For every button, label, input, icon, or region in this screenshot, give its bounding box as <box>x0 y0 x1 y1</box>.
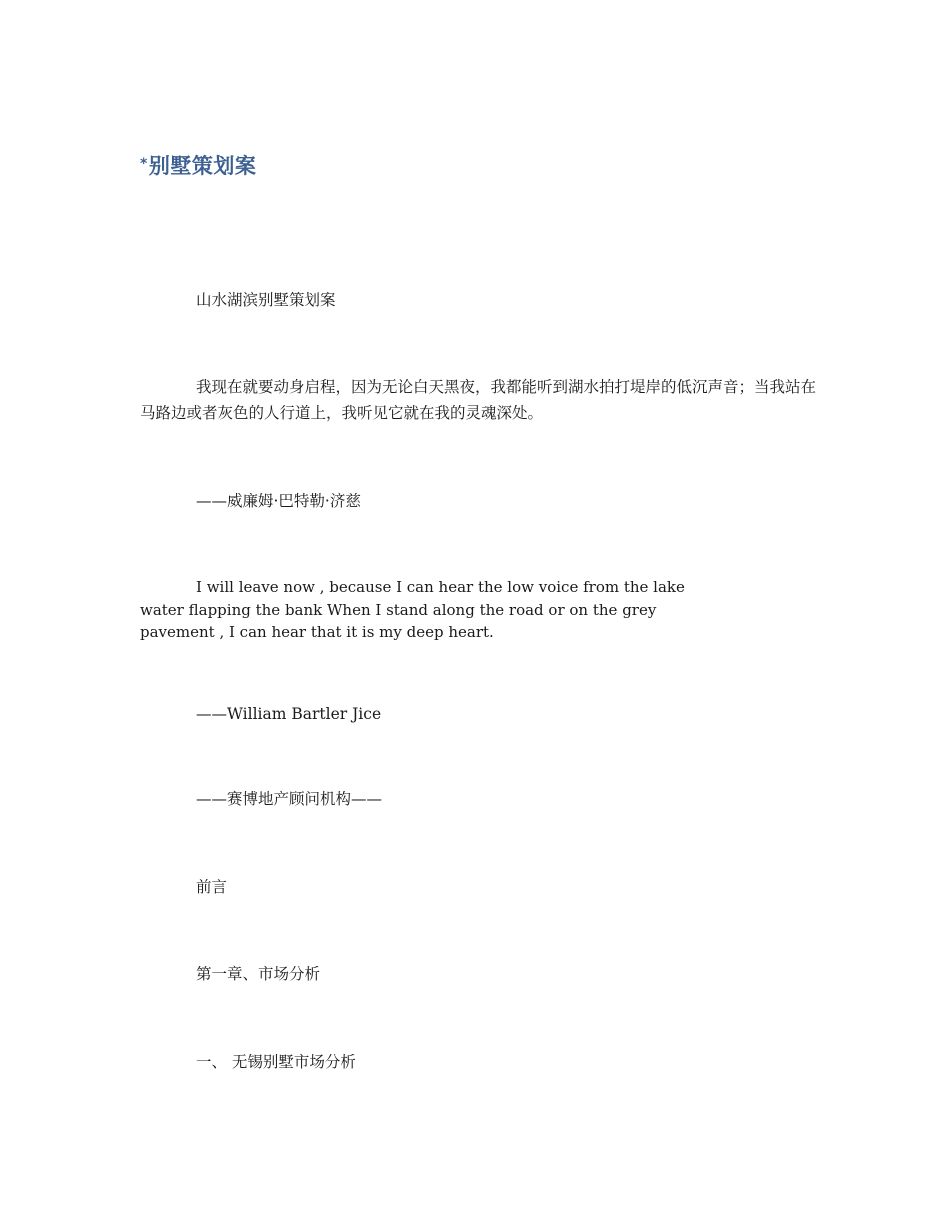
paragraph-preface-heading: 前言 <box>196 878 228 896</box>
paragraph-quote-english: I will leave now , because I can hear the low voice from the lake water flapping the bank When I stand along the road or on the grey pavement , I can hear that it is my deep heart. <box>140 578 685 641</box>
paragraph-subtitle: 山水湖滨别墅策划案 <box>196 291 336 309</box>
paragraph-quote-author-chinese: ——威廉姆·巴特勒·济慈 <box>196 492 361 510</box>
paragraph-quote-chinese: 我现在就要动身启程，因为无论白天黑夜，我都能听到湖水拍打堤岸的低沉声音；当我站在马路边或者灰色的人行道上，我听见它就在我的灵魂深处。 <box>140 378 817 422</box>
paragraph-quote-author-english: ——William Bartler Jice <box>196 705 382 723</box>
paragraph-chapter-heading: 第一章、市场分析 <box>196 965 321 983</box>
paragraph-section-heading: 一、 无锡别墅市场分析 <box>196 1053 356 1071</box>
paragraph-organization: ——赛博地产顾问机构—— <box>196 790 383 808</box>
title-asterisk: * <box>140 156 148 172</box>
document-title <box>140 150 256 180</box>
title-text: 别墅策划案 <box>148 154 257 178</box>
